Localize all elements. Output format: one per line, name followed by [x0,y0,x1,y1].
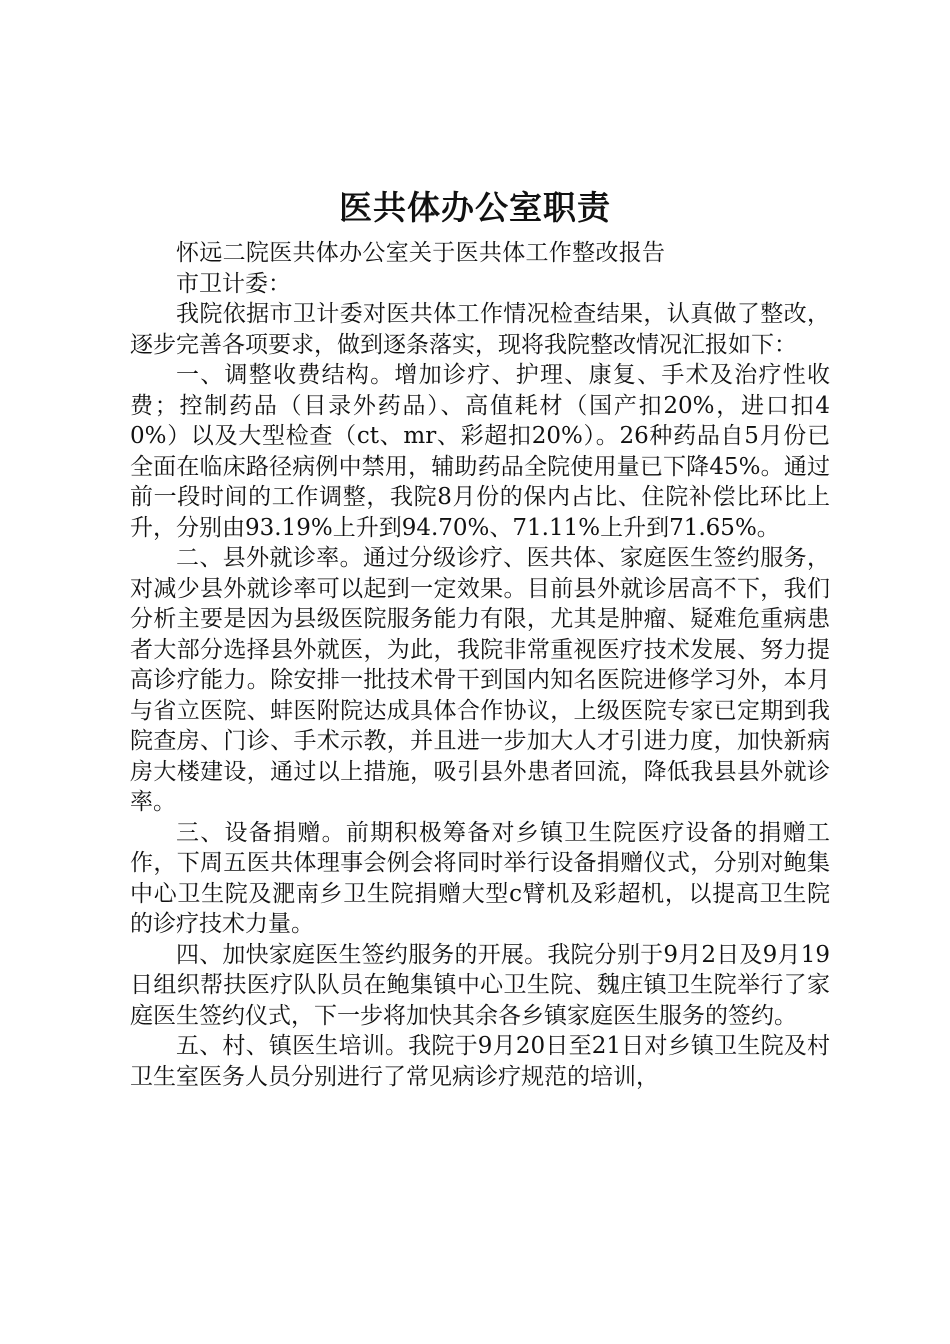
addressee: 市卫计委： [176,270,291,297]
paragraph-section-4: 四、加快家庭医生签约服务的开展。我院分别于9月2日及9月19日组织帮扶医疗队队员在鲍集镇中心卫生院、魏庄镇卫生院举行了家庭医生签约仪式，下一步将加快其余各乡镇家庭医生服务的签约。 [130,941,830,1029]
paragraph-intro: 我院依据市卫计委对医共体工作情况检查结果，认真做了整改，逐步完善各项要求，做到逐条落实，现将我院整改情况汇报如下： [130,301,830,358]
paragraph-section-5: 五、村、镇医生培训。我院于9月20日至21日对乡镇卫生院及村卫生室医务人员分别进行了常见病诊疗规范的培训， [130,1033,830,1090]
paragraph-section-2: 二、县外就诊率。通过分级诊疗、医共体、家庭医生签约服务，对减少县外就诊率可以起到一定效果。目前县外就诊居高不下，我们分析主要是因为县级医院服务能力有限，尤其是肿瘤、疑难危重病患者大部分选择县外就医，为此，我院非常重视医疗技术发展、努力提高诊疗能力。除安排一批技术骨干到国内知名医院进修学习外，本月与省立医院、蚌医附院达成具体合作协议，上级医院专家已定期到我院查房、门诊、手术示教，并且进一步加大人才引进力度，加快新病房大楼建设，通过以上措施，吸引县外患者回流，降低我县县外就诊率。 [130,545,830,815]
document-body [130,238,830,1092]
paragraph-section-1: 一、调整收费结构。增加诊疗、护理、康复、手术及治疗性收费；控制药品（目录外药品）、高值耗材（国产扣20%，进口扣40%）以及大型检查（ct、mr、彩超扣20%）。26种药品自5月份已全面在临床路径病例中禁用，辅助药品全院使用量已下降45%。通过前一段时间的工作调整，我院8月份的保内占比、住院补偿比环比上升，分别由93.19%上升到94.70%、71.11%上升到71.65%。 [130,362,830,541]
document-title: 医共体办公室职责 [339,188,611,227]
report-subtitle: 怀远二院医共体办公室关于医共体工作整改报告 [176,240,666,266]
paragraph-section-3: 三、设备捐赠。前期积极筹备对乡镇卫生院医疗设备的捐赠工作，下周五医共体理事会例会将同时举行设备捐赠仪式，分别对鲍集中心卫生院及淝南乡卫生院捐赠大型c臂机及彩超机，以提高卫生院的诊疗技术力量。 [130,819,830,937]
